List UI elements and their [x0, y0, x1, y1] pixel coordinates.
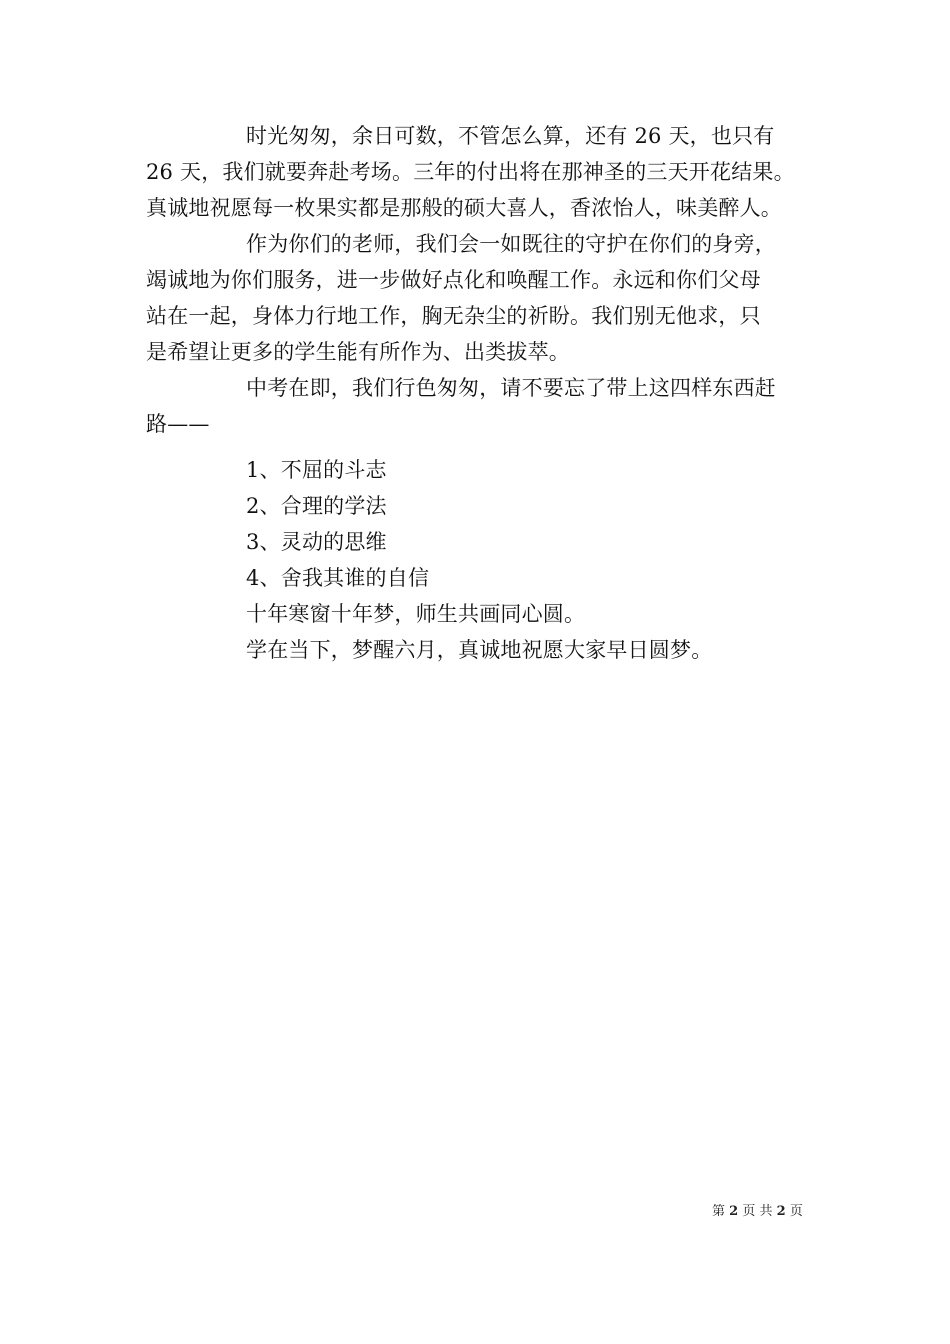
total-pages-number: 2	[776, 1204, 786, 1219]
list-item-3: 3、灵动的思维	[246, 530, 387, 554]
paragraph-1-line-1: 时光匆匆，余日可数，不管怎么算，还有 26 天，也只有	[246, 124, 775, 148]
paragraph-2-line-2: 竭诚地为你们服务，进一步做好点化和唤醒工作。永远和你们父母	[146, 268, 761, 292]
current-page-number: 2	[729, 1204, 739, 1219]
closing-line-2: 学在当下，梦醒六月，真诚地祝愿大家早日圆梦。	[246, 638, 713, 662]
paragraph-1-line-2: 26 天，我们就要奔赴考场。三年的付出将在那神圣的三天开花结果。	[146, 160, 795, 184]
paragraph-3-line-1: 中考在即，我们行色匆匆，请不要忘了带上这四样东西赶	[246, 376, 776, 400]
paragraph-2-line-1: 作为你们的老师，我们会一如既往的守护在你们的身旁，	[246, 232, 776, 256]
paragraph-2-line-3: 站在一起，身体力行地工作，胸无杂尘的祈盼。我们别无他求，只	[146, 304, 761, 328]
closing-line-1: 十年寒窗十年梦，师生共画同心圆。	[246, 602, 586, 626]
paragraph-1-line-3: 真诚地祝愿每一枚果实都是那般的硕大喜人，香浓怡人，味美醉人。	[146, 196, 782, 220]
page-label-suffix: 页	[789, 1204, 803, 1219]
page-label-prefix: 第	[712, 1204, 726, 1219]
page-number-footer	[712, 1202, 812, 1222]
paragraph-2-line-4: 是希望让更多的学生能有所作为、出类拔萃。	[146, 340, 570, 364]
list-item-1: 1、不屈的斗志	[246, 458, 387, 482]
list-item-4: 4、舍我其谁的自信	[246, 566, 430, 590]
page-label-mid: 页 共	[742, 1204, 773, 1219]
list-item-2: 2、合理的学法	[246, 494, 387, 518]
paragraph-3-line-2: 路——	[146, 412, 210, 436]
